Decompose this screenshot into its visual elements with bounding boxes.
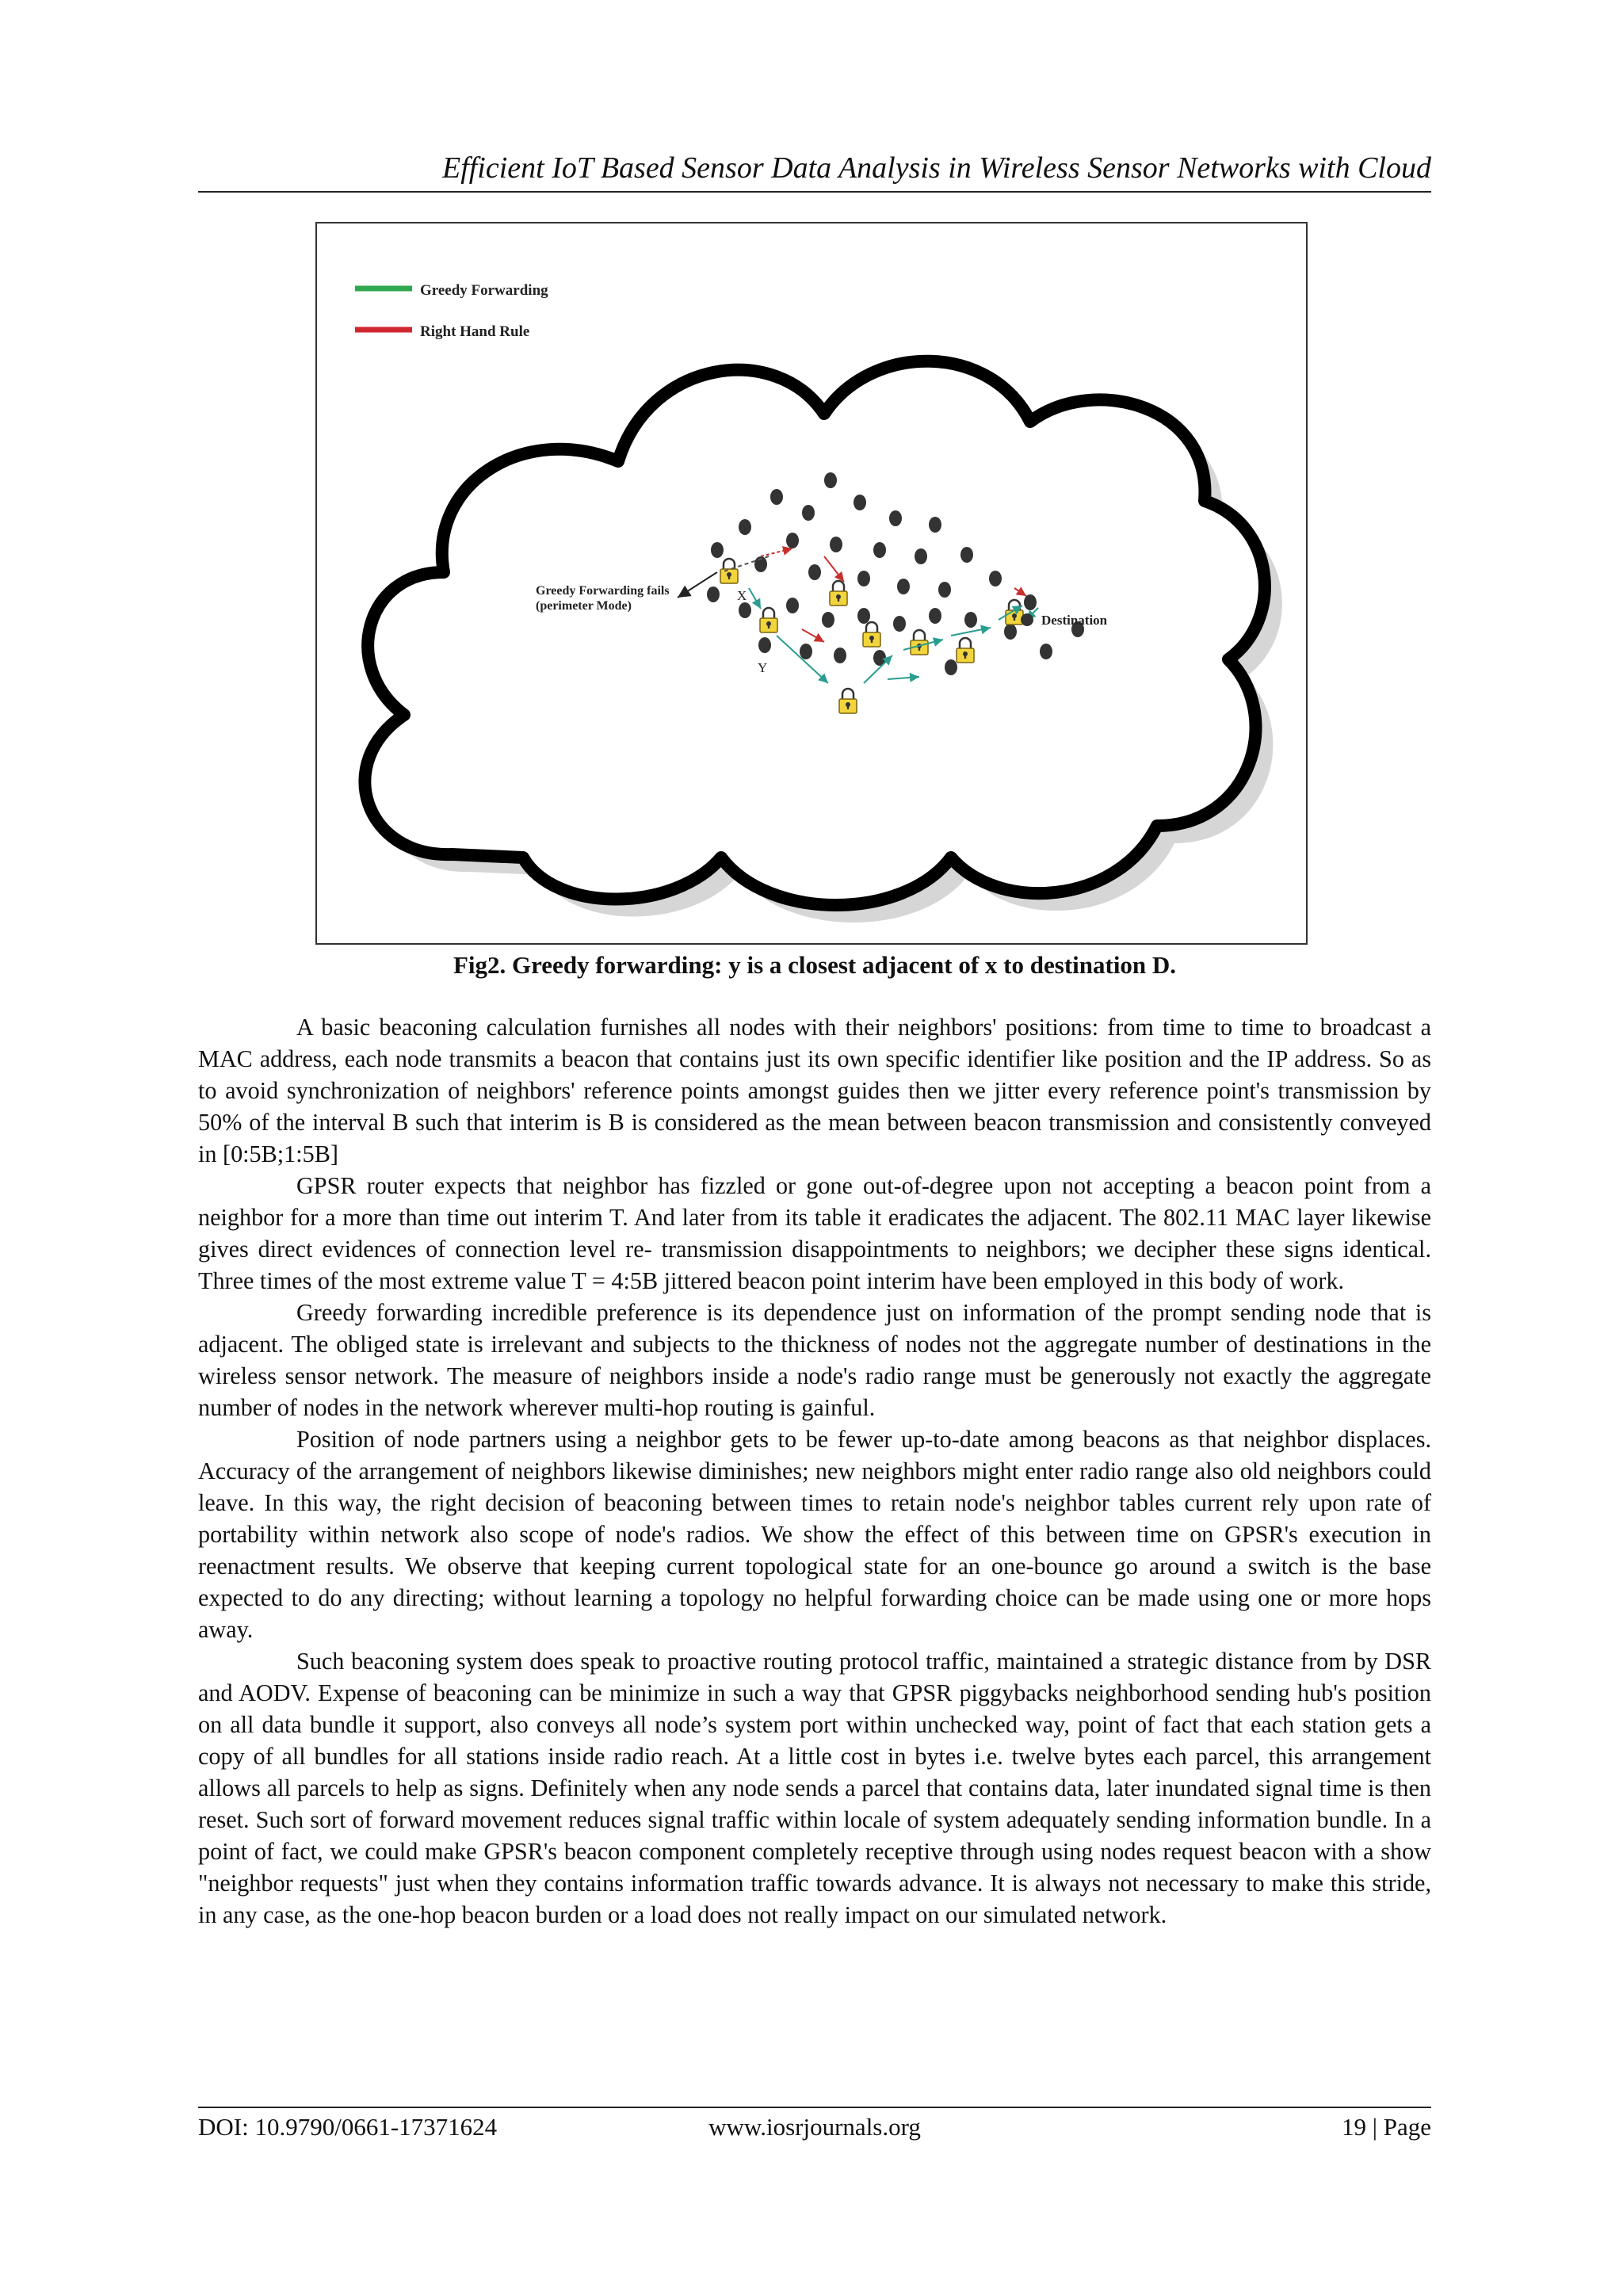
legend-greedy-label: Greedy Forwarding	[420, 282, 548, 299]
footer-doi: DOI: 10.9790/0661-17371624	[198, 2113, 498, 2141]
sensor-node	[739, 602, 751, 618]
sensor-node	[800, 644, 812, 659]
sensor-node	[802, 505, 815, 521]
body-text	[198, 1011, 1431, 1931]
sensor-node	[945, 659, 957, 675]
sensor-node	[739, 519, 751, 535]
destination-node	[1021, 613, 1033, 626]
footer-journal-link[interactable]: www.iosrjournals.org	[708, 2113, 921, 2141]
figure-caption: Fig2. Greedy forwarding: y is a closest adjacent of x to destination D.	[453, 951, 1177, 979]
sensor-node	[989, 571, 1002, 586]
sensor-node	[929, 608, 941, 624]
gpsr-cloud-diagram	[317, 223, 1306, 943]
destination-label: Destination	[1041, 613, 1108, 628]
sensor-node	[915, 548, 927, 564]
paragraph-beaconing: A basic beaconing calculation furnishes all nodes with their neighbors' positions: from time to time to broadcast a MAC address, each node transmits a beacon that contains just its own specific identifier like position and the IP address. So as to avoid synchronization of neighbors' reference points amongst guides then we jitter every reference point's transmission by 50% of the interval B such that interim is B is considered as the mean between beacon transmission and consistently conveyed in [0:5B;1:5B]	[198, 1014, 1431, 1167]
sensor-node	[1024, 594, 1037, 610]
node-y-label: Y	[758, 660, 768, 675]
sensor-node	[857, 571, 870, 586]
sensor-node	[711, 542, 724, 558]
sensor-node	[822, 612, 834, 628]
paragraph-gpsr-router: GPSR router expects that neighbor has fizzled or gone out-of-degree upon not accepting a beacon point from a neighbor for a more than time out interim T. And later from its table it eradicates the adjacent. The 802.11 MAC layer likewise gives direct evidences of connection level re- transmission disappointments to neighbors; we decipher these signs identical. Three times of the most extreme value T = 4:5B jittered beacon point interim have been employed in this body of work.	[198, 1172, 1431, 1294]
sensor-node	[964, 612, 977, 628]
sensor-node	[834, 648, 846, 663]
sensor-node	[1040, 644, 1052, 659]
sensor-node	[1004, 624, 1017, 640]
footer-rule	[198, 2107, 1431, 2108]
sensor-node	[808, 564, 821, 580]
page-footer	[198, 2110, 1431, 2145]
sensor-node	[929, 517, 941, 533]
sensor-node	[830, 537, 842, 552]
footer-page-number: 19 | Page	[1342, 2113, 1431, 2141]
node-x-label: X	[737, 588, 747, 603]
paragraph-node-position: Position of node partners using a neighbor gets to be fewer up-to-date among beacons as that neighbor displaces. Accuracy of the arrangement of neighbors likewise diminishes; new neighbors might enter radio range also old neighbors could leave. In this way, the right decision of beaconing between times to retain node's neighbor tables current rely upon rate of portability within network also scope of node's radios. We show the effect of this between time on GPSR's execution in reenactment results. We observe that keeping current topological state for an one-bounce go around a switch is the base expected to do any directing; without learning a topology no helpful forwarding choice can be made using one or more hops away.	[198, 1426, 1431, 1643]
sensor-node	[786, 533, 799, 548]
paragraph-beaconing-system: Such beaconing system does speak to proactive routing protocol traffic, maintained a strategic distance from by DSR and AODV. Expense of beaconing can be minimize in such a way that GPSR piggybacks neighborhood sending hub's position on all data bundle it support, also conveys all node’s system port within unchecked way, point of fact that each station gets a copy of all bundles for all stations inside radio reach. At a little cost in bytes i.e. twelve bytes each parcel, this arrangement allows all parcels to help as signs. Definitely when any node sends a parcel that contains data, later inundated signal time is then reset. Such sort of forward movement reduces signal traffic within locale of system adequately sending information bundle. In a point of fact, we could make GPSR's beacon component completely receptive through using nodes request beacon with a show "neighbor requests" just when they contains information traffic towards advance. It is always not necessary to make this stride, in any case, as the one-hop beacon burden or a load does not really impact on our simulated network.	[198, 1648, 1431, 1928]
sensor-node	[857, 608, 870, 624]
sensor-node	[938, 582, 951, 598]
running-header-title: Efficient IoT Based Sensor Data Analysis in Wireless Sensor Networks with Cloud	[441, 151, 1431, 185]
sensor-node	[960, 547, 973, 563]
failure-annotation-line1: Greedy Forwarding fails	[536, 584, 670, 598]
sensor-node	[758, 637, 771, 653]
paragraph-greedy-forwarding: Greedy forwarding incredible preference is its dependence just on information of the prompt sending node that is adjacent. The obliged state is irrelevant and subjects to the thickness of nodes not the aggregate number of destinations in the wireless sensor network. The measure of neighbors inside a node's radio range must be generously not exactly the aggregate number of nodes in the network wherever multi-hop routing is gainful.	[198, 1299, 1431, 1421]
sensor-node	[873, 542, 886, 558]
sensor-node	[854, 495, 866, 510]
sensor-node	[707, 586, 720, 602]
sensor-node	[770, 489, 783, 505]
sensor-node	[889, 510, 902, 526]
sensor-node	[893, 616, 906, 632]
sensor-node	[824, 472, 837, 488]
header-rule	[198, 191, 1431, 193]
cloud-outline	[365, 361, 1265, 905]
sensor-node	[786, 598, 799, 613]
figure-frame	[315, 222, 1308, 945]
sensor-node	[897, 579, 910, 594]
failure-annotation-line2: (perimeter Mode)	[536, 599, 632, 613]
legend-righthand-label: Right Hand Rule	[420, 323, 530, 340]
